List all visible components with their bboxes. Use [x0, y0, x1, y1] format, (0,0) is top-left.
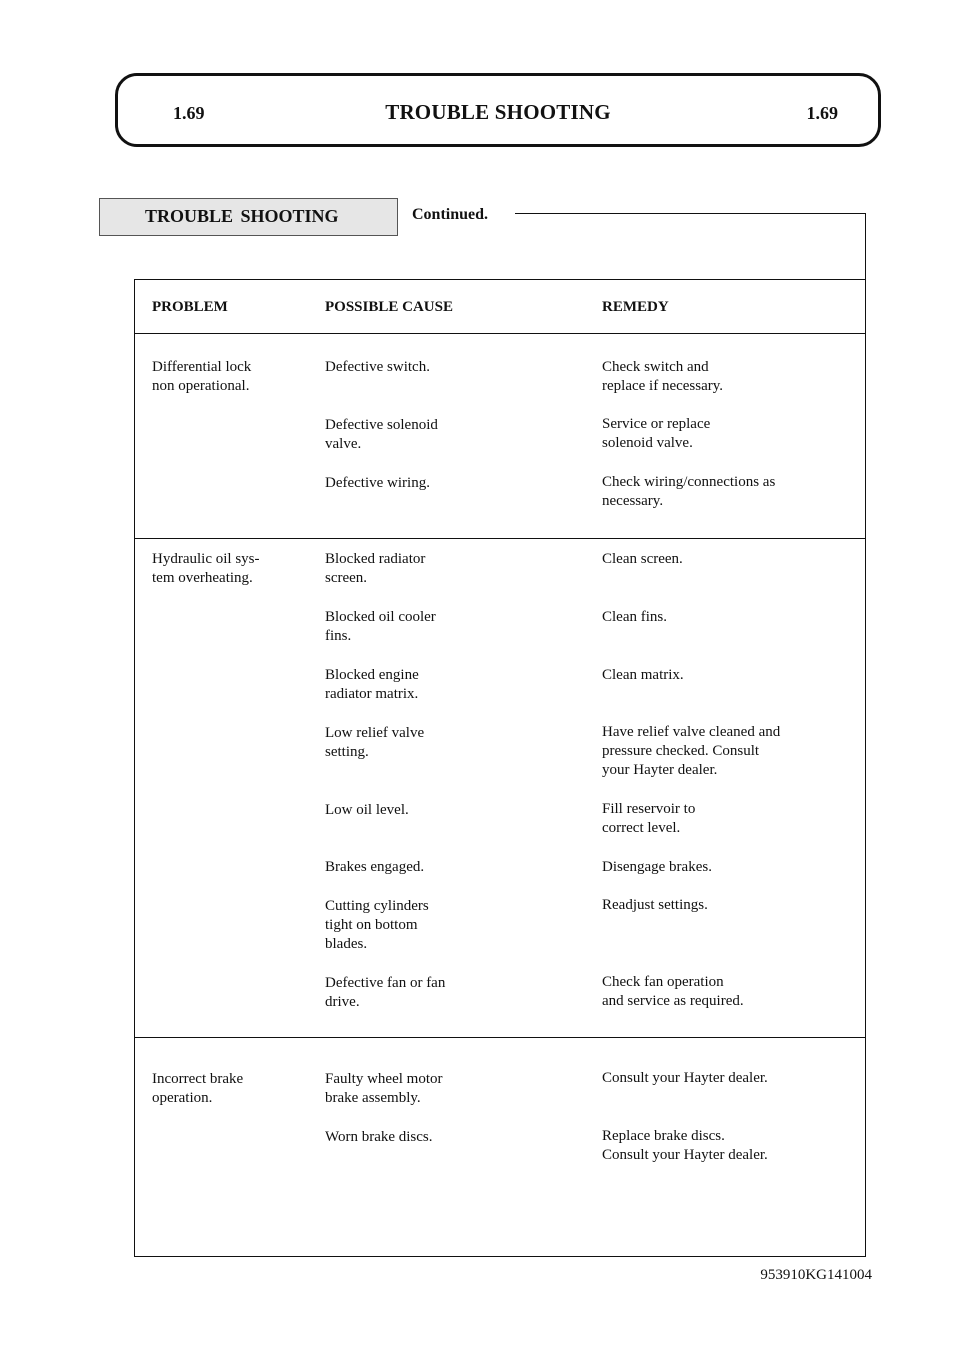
problem-cell: Hydraulic oil sys- tem overheating.: [152, 551, 260, 586]
remedy-cell: Clean fins.: [602, 609, 667, 625]
remedy-cell: Fill reservoir to correct level.: [602, 801, 696, 836]
cause-cell: Defective fan or fan drive.: [325, 975, 446, 1010]
cause-cell: Low oil level.: [325, 802, 409, 818]
page-title: TROUBLE SHOOTING: [385, 100, 611, 124]
table-divider: [135, 538, 865, 539]
column-header-cause: POSSIBLE CAUSE: [325, 299, 453, 315]
header-rule: [515, 213, 866, 214]
cause-cell: Brakes engaged.: [325, 859, 425, 875]
cause-cell: Cutting cylinders tight on bottom blades.: [325, 898, 429, 952]
column-header-remedy: REMEDY: [602, 299, 669, 315]
column-header-problem: PROBLEM: [152, 299, 228, 315]
continued-label: Continued.: [412, 206, 489, 223]
section-number-right: 1.69: [806, 103, 838, 123]
remedy-cell: Readjust settings.: [602, 897, 708, 913]
remedy-cell: Service or replace solenoid valve.: [602, 416, 711, 451]
header-rule-vertical: [865, 213, 866, 281]
remedy-cell: Check switch and replace if necessary.: [602, 359, 724, 394]
trouble-shooting-table: [134, 279, 866, 1257]
remedy-cell: Check wiring/connections as necessary.: [602, 474, 776, 509]
cause-cell: Defective switch.: [325, 359, 430, 375]
remedy-cell: Check fan operation and service as required.: [602, 974, 744, 1009]
table-divider: [135, 1037, 865, 1038]
cause-cell: Defective wiring.: [325, 475, 430, 491]
problem-cell: Incorrect brake operation.: [152, 1071, 244, 1106]
document-code: 953910KG141004: [760, 1267, 872, 1283]
remedy-cell: Clean screen.: [602, 551, 683, 567]
page-header: [115, 73, 881, 147]
remedy-cell: Have relief valve cleaned and pressure checked. Consult your Hayter dealer.: [602, 724, 781, 778]
section-tab: TROUBLE SHOOTING: [99, 198, 398, 236]
remedy-cell: Consult your Hayter dealer.: [602, 1070, 768, 1086]
cause-cell: Worn brake discs.: [325, 1129, 433, 1145]
cause-cell: Low relief valve setting.: [325, 725, 425, 760]
table-divider: [135, 333, 865, 334]
cause-cell: Blocked oil cooler fins.: [325, 609, 436, 644]
remedy-cell: Clean matrix.: [602, 667, 684, 683]
remedy-cell: Disengage brakes.: [602, 859, 712, 875]
cause-cell: Defective solenoid valve.: [325, 417, 438, 452]
problem-cell: Differential lock non operational.: [152, 359, 252, 394]
section-number-left: 1.69: [173, 103, 205, 123]
cause-cell: Blocked radiator screen.: [325, 551, 426, 586]
cause-cell: Faulty wheel motor brake assembly.: [325, 1071, 443, 1106]
cause-cell: Blocked engine radiator matrix.: [325, 667, 419, 702]
remedy-cell: Replace brake discs. Consult your Hayter dealer.: [602, 1128, 768, 1163]
